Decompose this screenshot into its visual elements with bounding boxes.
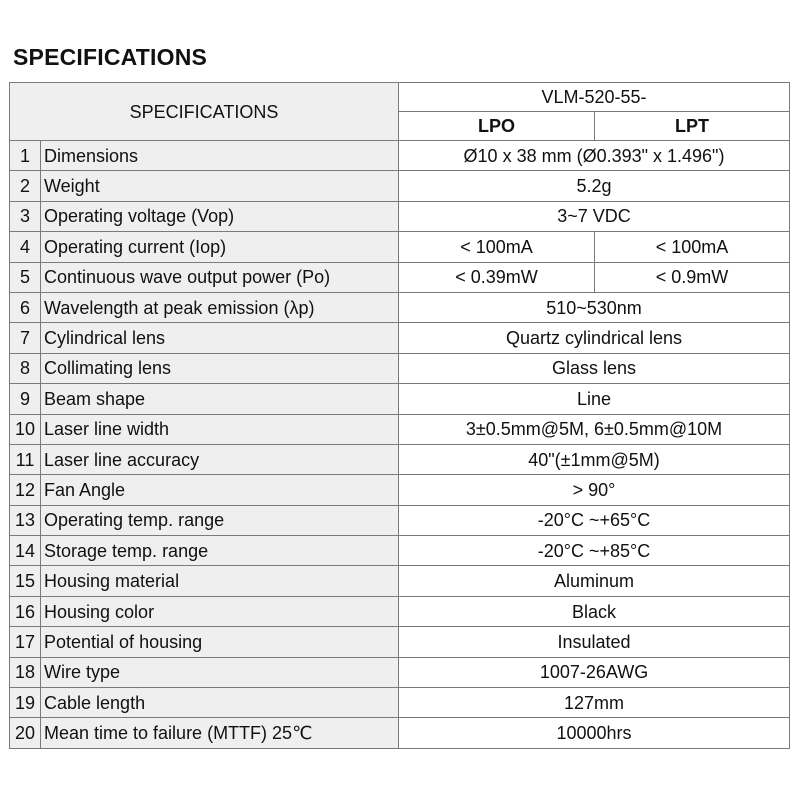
table-row bbox=[10, 201, 790, 231]
table-row bbox=[10, 688, 790, 718]
spec-value: Line bbox=[399, 384, 790, 414]
spec-name: Mean time to failure (MTTF) 25℃ bbox=[41, 718, 399, 748]
row-number: 6 bbox=[10, 292, 41, 322]
row-number: 11 bbox=[10, 444, 41, 474]
spec-value: -20°C ~+65°C bbox=[399, 505, 790, 535]
spec-name: Fan Angle bbox=[41, 475, 399, 505]
spec-value-lpo: < 100mA bbox=[399, 232, 595, 262]
row-number: 20 bbox=[10, 718, 41, 748]
specifications-table bbox=[9, 82, 790, 749]
spec-name: Potential of housing bbox=[41, 627, 399, 657]
spec-name: Operating temp. range bbox=[41, 505, 399, 535]
row-number: 17 bbox=[10, 627, 41, 657]
spec-name: Weight bbox=[41, 171, 399, 201]
spec-value: 510~530nm bbox=[399, 292, 790, 322]
table-row bbox=[10, 384, 790, 414]
row-number: 7 bbox=[10, 323, 41, 353]
spec-value-lpo: < 0.39mW bbox=[399, 262, 595, 292]
spec-value: Glass lens bbox=[399, 353, 790, 383]
row-number: 19 bbox=[10, 688, 41, 718]
spec-value: 40"(±1mm@5M) bbox=[399, 444, 790, 474]
spec-name: Operating current (Iop) bbox=[41, 232, 399, 262]
table-row bbox=[10, 262, 790, 292]
row-number: 14 bbox=[10, 536, 41, 566]
spec-name: Housing material bbox=[41, 566, 399, 596]
table-row bbox=[10, 505, 790, 535]
spec-name: Cable length bbox=[41, 688, 399, 718]
table-row bbox=[10, 657, 790, 687]
row-number: 15 bbox=[10, 566, 41, 596]
spec-value: Insulated bbox=[399, 627, 790, 657]
spec-name: Continuous wave output power (Po) bbox=[41, 262, 399, 292]
spec-value: 1007-26AWG bbox=[399, 657, 790, 687]
spec-value-lpt: < 0.9mW bbox=[595, 262, 790, 292]
spec-value: Aluminum bbox=[399, 566, 790, 596]
table-row bbox=[10, 353, 790, 383]
table-row bbox=[10, 171, 790, 201]
table-row bbox=[10, 718, 790, 748]
row-number: 13 bbox=[10, 505, 41, 535]
spec-value: > 90° bbox=[399, 475, 790, 505]
spec-value: Ø10 x 38 mm (Ø0.393" x 1.496") bbox=[399, 141, 790, 171]
table-row bbox=[10, 536, 790, 566]
row-number: 8 bbox=[10, 353, 41, 383]
row-number: 18 bbox=[10, 657, 41, 687]
spec-value: 10000hrs bbox=[399, 718, 790, 748]
table-row bbox=[10, 323, 790, 353]
spec-value-lpt: < 100mA bbox=[595, 232, 790, 262]
header-variant-lpo: LPO bbox=[399, 112, 595, 141]
row-number: 16 bbox=[10, 596, 41, 626]
spec-name: Housing color bbox=[41, 596, 399, 626]
table-row bbox=[10, 566, 790, 596]
table-row bbox=[10, 232, 790, 262]
table-row bbox=[10, 444, 790, 474]
header-variant-lpt: LPT bbox=[595, 112, 790, 141]
row-number: 4 bbox=[10, 232, 41, 262]
spec-name: Dimensions bbox=[41, 141, 399, 171]
table-row bbox=[10, 292, 790, 322]
spec-value: 5.2g bbox=[399, 171, 790, 201]
table-row bbox=[10, 596, 790, 626]
spec-name: Storage temp. range bbox=[41, 536, 399, 566]
spec-name: Laser line accuracy bbox=[41, 444, 399, 474]
spec-value: Black bbox=[399, 596, 790, 626]
row-number: 2 bbox=[10, 171, 41, 201]
page-title: SPECIFICATIONS bbox=[13, 44, 208, 70]
row-number: 3 bbox=[10, 201, 41, 231]
table-row bbox=[10, 627, 790, 657]
row-number: 9 bbox=[10, 384, 41, 414]
spec-value: 127mm bbox=[399, 688, 790, 718]
table-row bbox=[10, 141, 790, 171]
spec-name: Operating voltage (Vop) bbox=[41, 201, 399, 231]
header-model: VLM-520-55- bbox=[399, 83, 790, 112]
table-row bbox=[10, 475, 790, 505]
spec-name: Laser line width bbox=[41, 414, 399, 444]
spec-name: Collimating lens bbox=[41, 353, 399, 383]
header-specifications: SPECIFICATIONS bbox=[10, 83, 399, 141]
row-number: 1 bbox=[10, 141, 41, 171]
row-number: 12 bbox=[10, 475, 41, 505]
spec-value: 3~7 VDC bbox=[399, 201, 790, 231]
row-number: 5 bbox=[10, 262, 41, 292]
spec-value: -20°C ~+85°C bbox=[399, 536, 790, 566]
spec-value: Quartz cylindrical lens bbox=[399, 323, 790, 353]
spec-name: Cylindrical lens bbox=[41, 323, 399, 353]
spec-value: 3±0.5mm@5M, 6±0.5mm@10M bbox=[399, 414, 790, 444]
spec-name: Wire type bbox=[41, 657, 399, 687]
row-number: 10 bbox=[10, 414, 41, 444]
table-row bbox=[10, 414, 790, 444]
spec-name: Beam shape bbox=[41, 384, 399, 414]
spec-name: Wavelength at peak emission (λp) bbox=[41, 292, 399, 322]
header-row-model bbox=[10, 83, 790, 112]
